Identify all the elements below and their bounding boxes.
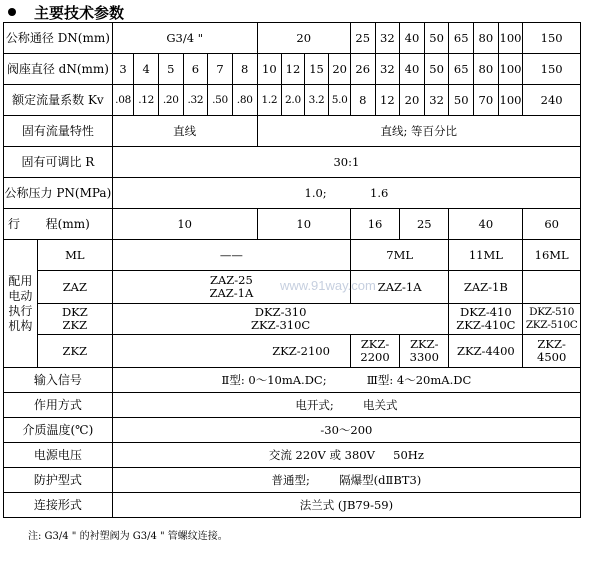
row-temp [4, 418, 581, 443]
row-actuator-zaz [4, 271, 581, 304]
seat-value: 40 [400, 54, 425, 85]
label-kv: 额定流量系数 Kv [4, 85, 113, 116]
row-flow [4, 116, 581, 147]
actuator-zaz-c1: ZAZ-25 ZAZ-1A [112, 271, 350, 304]
actuator-dkz-c2: DKZ-410 ZKZ-410C [449, 304, 523, 335]
label-stroke [4, 209, 113, 240]
label-conn: 连接形式 [4, 493, 113, 518]
row-seat [4, 54, 581, 85]
stroke-value: 10 [112, 209, 257, 240]
temp-value: -30～200 [112, 418, 580, 443]
seat-value: 7 [208, 54, 233, 85]
seat-value: 26 [350, 54, 375, 85]
actuator-dkz-c1: DKZ-310 ZKZ-310C [112, 304, 449, 335]
kv-value: 3.2 [304, 85, 329, 116]
kv-value: 20 [400, 85, 425, 116]
actuator-zaz-c2: ZAZ-1A [350, 271, 449, 304]
footnote: 注: G3/4 " 的衬塑阀为 G3/4 " 管螺纹连接。 [28, 531, 228, 542]
seat-value: 65 [449, 54, 474, 85]
stroke-label-a: 行 [8, 216, 21, 231]
section-title [6, 2, 124, 22]
row-protect [4, 468, 581, 493]
ratio-value: 30:1 [112, 147, 580, 178]
kv-value: .12 [134, 85, 159, 116]
seat-value: 80 [474, 54, 499, 85]
pressure-values [112, 178, 580, 209]
stroke-value: 16 [350, 209, 399, 240]
stroke-value: 40 [449, 209, 523, 240]
section-title-text: 主要技术参数 [34, 3, 125, 22]
conn-value: 法兰式 (JB79-59) [112, 493, 580, 518]
label-ratio: 固有可调比 R [4, 147, 113, 178]
flow-left: 直线 [112, 116, 257, 147]
seat-value: 8 [232, 54, 257, 85]
label-power: 电源电压 [4, 443, 113, 468]
spec-table [3, 22, 581, 518]
label-pressure: 公称压力 PN(MPa) [4, 178, 113, 209]
kv-value: 5.0 [329, 85, 351, 116]
row-signal [4, 368, 581, 393]
kv-value: .80 [232, 85, 257, 116]
kv-value: 240 [523, 85, 581, 116]
row-pressure [4, 178, 581, 209]
actuator-group-label: 配用 电动 执行 机构 [4, 240, 38, 368]
row-actuator-zkz [4, 335, 581, 368]
dn-value: 25 [350, 23, 375, 54]
dn-value: 40 [400, 23, 425, 54]
actuator-zkz-c5: ZKZ- 4500 [523, 335, 581, 368]
dn-20: 20 [257, 23, 350, 54]
kv-value: 32 [424, 85, 449, 116]
label-seat: 阀座直径 dN(mm) [4, 54, 113, 85]
actuator-zaz-label: ZAZ [37, 271, 112, 304]
kv-value: .20 [158, 85, 183, 116]
kv-value: 70 [474, 85, 499, 116]
label-signal: 输入信号 [4, 368, 113, 393]
row-dn [4, 23, 581, 54]
pressure-v1: 1.0; [304, 185, 327, 200]
actuator-zkz-c1: ZKZ-2100 [112, 335, 350, 368]
seat-value: 10 [257, 54, 282, 85]
row-actuator-dkz [4, 304, 581, 335]
protect-value: 普通型; 隔爆型(dⅡBT3) [112, 468, 580, 493]
seat-value: 5 [158, 54, 183, 85]
pressure-v2: 1.6 [370, 185, 389, 200]
kv-value: 8 [350, 85, 375, 116]
seat-value: 15 [304, 54, 329, 85]
kv-value: 1.2 [257, 85, 282, 116]
dn-value: 32 [375, 23, 400, 54]
dn-value: 100 [498, 23, 523, 54]
kv-value: .32 [183, 85, 208, 116]
flow-right: 直线; 等百分比 [257, 116, 580, 147]
label-dn: 公称通径 DN(mm) [4, 23, 113, 54]
stroke-label-b: 程(mm) [45, 216, 90, 231]
row-kv [4, 85, 581, 116]
actuator-ml-c3: 11ML [449, 240, 523, 271]
actuator-zaz-c3: ZAZ-1B [449, 271, 523, 304]
actuator-zkz-c4: ZKZ-4400 [449, 335, 523, 368]
watermark: www.91way.com [280, 278, 376, 293]
kv-value: 2.0 [282, 85, 305, 116]
actuator-ml-c1: —— [112, 240, 350, 271]
seat-value: 20 [329, 54, 351, 85]
seat-value: 100 [498, 54, 523, 85]
kv-value: 50 [449, 85, 474, 116]
actuator-dkz-label: DKZ ZKZ [37, 304, 112, 335]
row-conn [4, 493, 581, 518]
seat-value: 3 [112, 54, 134, 85]
actuator-zaz-c4 [523, 271, 581, 304]
kv-value: .08 [112, 85, 134, 116]
seat-value: 150 [523, 54, 581, 85]
mode-value: 电开式; 电关式 [112, 393, 580, 418]
label-temp: 介质温度(℃) [4, 418, 113, 443]
label-protect: 防护型式 [4, 468, 113, 493]
seat-value: 32 [375, 54, 400, 85]
row-power [4, 443, 581, 468]
label-mode: 作用方式 [4, 393, 113, 418]
power-value: 交流 220V 或 380V 50Hz [112, 443, 580, 468]
seat-value: 4 [134, 54, 159, 85]
actuator-ml-c4: 16ML [523, 240, 581, 271]
row-stroke [4, 209, 581, 240]
dn-g34: G3/4 " [112, 23, 257, 54]
stroke-value: 60 [523, 209, 581, 240]
dn-value: 50 [424, 23, 449, 54]
bullet-icon [8, 8, 16, 16]
kv-value: 12 [375, 85, 400, 116]
dn-value: 150 [523, 23, 581, 54]
actuator-zkz-c2: ZKZ- 2200 [350, 335, 399, 368]
dn-value: 65 [449, 23, 474, 54]
dn-value: 80 [474, 23, 499, 54]
actuator-ml-c2: 7ML [350, 240, 449, 271]
row-ratio [4, 147, 581, 178]
actuator-dkz-c3: DKZ-510 ZKZ-510C [523, 304, 581, 335]
row-mode [4, 393, 581, 418]
actuator-ml-label: ML [37, 240, 112, 271]
signal-value: Ⅱ型: 0～10mA.DC; Ⅲ型: 4～20mA.DC [112, 368, 580, 393]
seat-value: 12 [282, 54, 305, 85]
kv-value: 100 [498, 85, 523, 116]
actuator-zkz-label: ZKZ [37, 335, 112, 368]
stroke-value: 25 [400, 209, 449, 240]
seat-value: 6 [183, 54, 208, 85]
actuator-zkz-c3: ZKZ- 3300 [400, 335, 449, 368]
stroke-value: 10 [257, 209, 350, 240]
seat-value: 50 [424, 54, 449, 85]
row-actuator-ml [4, 240, 581, 271]
kv-value: .50 [208, 85, 233, 116]
label-flow: 固有流量特性 [4, 116, 113, 147]
